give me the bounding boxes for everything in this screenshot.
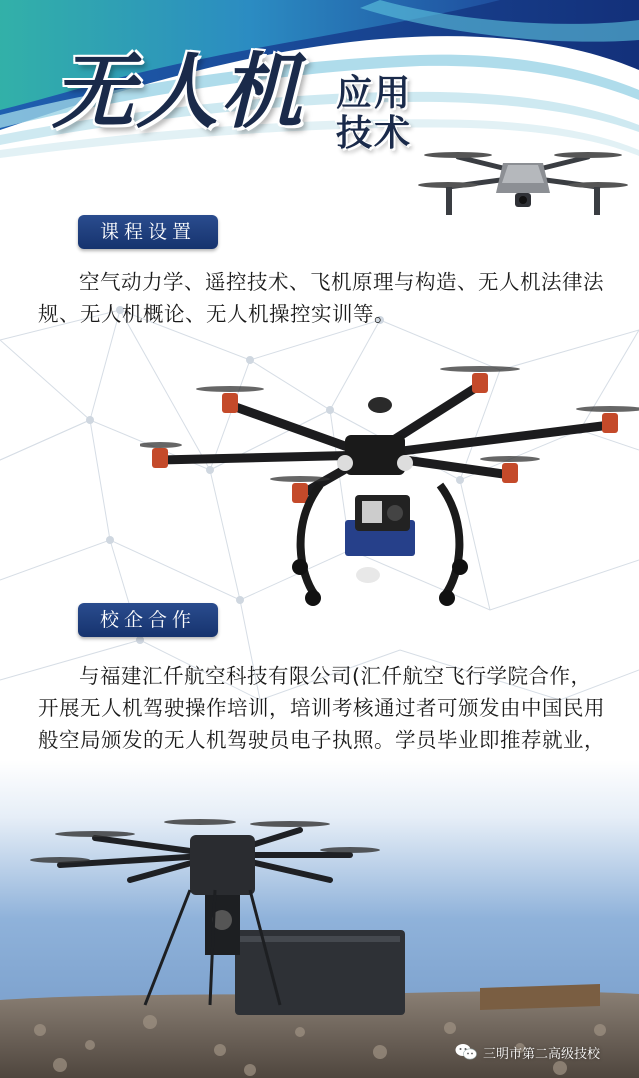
field-drone-photo xyxy=(0,760,639,1078)
partnership-description: 与福建汇仟航空科技有限公司(汇仟航空飞行学院合作，开展无人机驾驶操作培训，培训考核通过者可颁发由中国民用般空局颁发的无人机驾驶员电子执照。学员毕业即推荐就业， xyxy=(38,664,605,752)
section-label-course: 课程设置 xyxy=(78,215,218,249)
poster-subtitle xyxy=(336,74,426,154)
wechat-watermark xyxy=(455,1040,600,1064)
wechat-icon xyxy=(455,1043,477,1061)
section-label-partnership: 校企合作 xyxy=(78,603,218,637)
poster-title: 无人机 xyxy=(52,45,304,140)
poster-subtitle-line1: 应用 xyxy=(336,73,413,114)
quadcopter-drone-image xyxy=(418,135,628,225)
poster-subtitle-line2: 技术 xyxy=(336,113,413,154)
watermark-text: 三明市第二高级技校 xyxy=(483,1046,601,1062)
course-description: 空气动力学、遥控技术、飞机原理与构造、无人机法律法规、无人机概论、无人机操控实训等。 xyxy=(38,270,604,326)
hexacopter-drone-image xyxy=(140,355,639,620)
